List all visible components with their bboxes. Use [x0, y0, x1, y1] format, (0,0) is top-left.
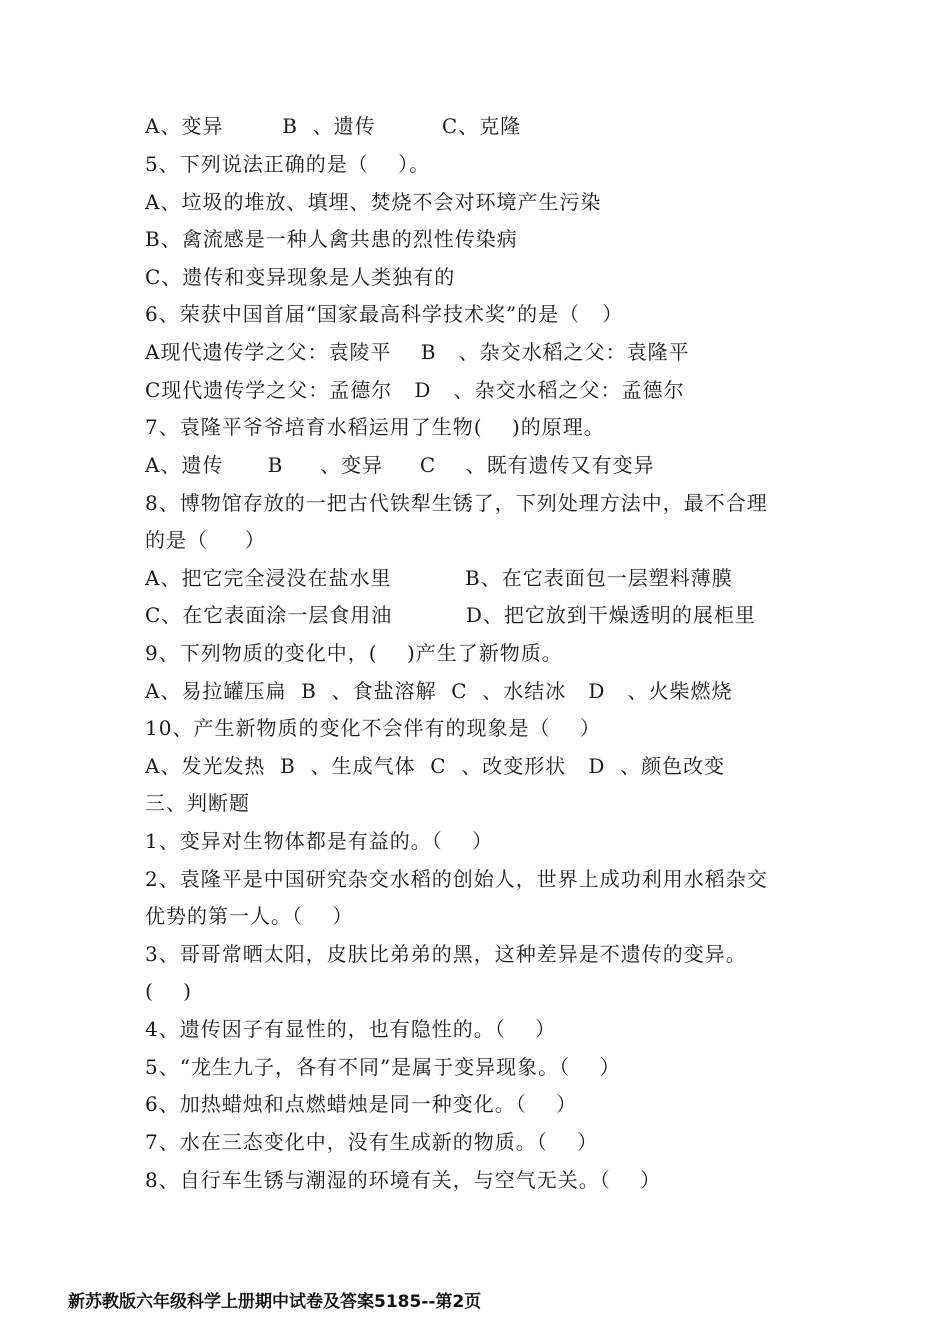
text-line: A、变异 B 、遗传 C、克隆 — [145, 114, 522, 138]
text-line: C、遗传和变异现象是人类独有的 — [145, 265, 456, 289]
text-line: C现代遗传学之父：孟德尔 D 、杂交水稻之父：孟德尔 — [145, 378, 685, 402]
judge-question-4: 4、遗传因子有显性的，也有隐性的。（ ） — [145, 1017, 557, 1041]
text-line: A现代遗传学之父：袁陵平 B 、杂交水稻之父：袁隆平 — [145, 340, 690, 364]
judge-question-6: 6、加热蜡烛和点燃蜡烛是同一种变化。（ ） — [145, 1092, 578, 1116]
text-line: C、在它表面涂一层食用油 D、把它放到干燥透明的展柜里 — [145, 603, 756, 627]
question-7: 7、袁隆平爷爷培育水稻运用了生物( )的原理。 — [145, 415, 605, 439]
text-line: A、发光发热 B 、生成气体 C 、改变形状 D 、颜色改变 — [145, 754, 726, 778]
judge-question-7: 7、水在三态变化中，没有生成新的物质。（ ） — [145, 1130, 599, 1154]
judge-question-3: 3、哥哥常晒太阳，皮肤比弟弟的黑，这种差异是不遗传的变异。 — [145, 942, 747, 966]
text-line: 的是（ ） — [145, 528, 266, 552]
text-line: A、遗传 B 、变异 C 、既有遗传又有变异 — [145, 453, 655, 477]
judge-question-5: 5、“龙生九子，各有不同”是属于变异现象。（ ） — [145, 1055, 621, 1079]
judge-question-1: 1、变异对生物体都是有益的。（ ） — [145, 829, 494, 853]
question-6: 6、荣获中国首届“国家最高科学技术奖”的是（ ） — [145, 302, 624, 326]
judge-question-8: 8、自行车生锈与潮湿的环境有关，与空气无关。（ ） — [145, 1168, 662, 1192]
text-line: B、禽流感是一种人禽共患的烈性传染病 — [145, 227, 518, 251]
judge-question-2: 2、袁隆平是中国研究杂交水稻的创始人，世界上成功利用水稻杂交 — [145, 867, 768, 891]
section-heading: 三、判断题 — [145, 791, 250, 815]
page-footer: 新苏教版六年级科学上册期中试卷及答案5185--第2页 — [68, 1292, 482, 1312]
question-10: 10、产生新物质的变化不会伴有的现象是（ ） — [145, 716, 601, 740]
text-line: A、易拉罐压扁 B 、食盐溶解 C 、水结冰 D 、火柴燃烧 — [145, 679, 733, 703]
question-5: 5、下列说法正确的是（ ）。 — [145, 152, 431, 176]
text-line: 优势的第一人。（ ） — [145, 904, 354, 928]
text-line: ( ) — [145, 979, 193, 1003]
question-8: 8、博物馆存放的一把古代铁犁生锈了，下列处理方法中，最不合理 — [145, 491, 768, 515]
text-line: A、垃圾的堆放、填埋、焚烧不会对环境产生污染 — [145, 190, 602, 214]
text-line: A、把它完全浸没在盐水里 B、在它表面包一层塑料薄膜 — [145, 566, 733, 590]
question-9: 9、下列物质的变化中，( )产生了新物质。 — [145, 641, 563, 665]
